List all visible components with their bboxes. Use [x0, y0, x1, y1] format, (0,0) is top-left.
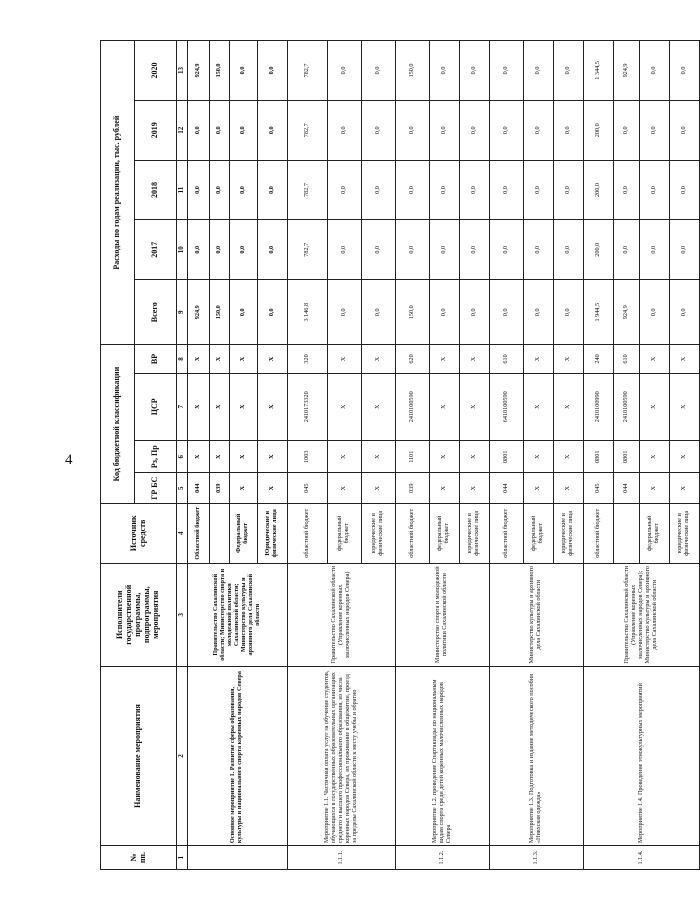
cell-csr: X	[209, 373, 229, 440]
cell-vr: 610	[489, 345, 523, 373]
cell-csr: X	[669, 373, 699, 440]
executor: Министерство культуры и архивного дела Сахалинской области	[489, 563, 583, 666]
column-number: 5	[177, 473, 188, 503]
table-row	[395, 41, 429, 870]
cell-grbs: 045	[287, 473, 327, 503]
table-row	[187, 41, 209, 870]
column-number-row	[177, 41, 188, 870]
cell-source: областной бюджет	[395, 503, 429, 563]
cell-y2020: 1 344,5	[583, 41, 613, 101]
cell-y2018: 0,0	[187, 160, 209, 220]
table-body	[187, 41, 699, 870]
cell-total: 0,0	[327, 280, 361, 345]
cell-y2020: 0,0	[361, 41, 395, 101]
cell-total: 3 146,8	[287, 280, 327, 345]
column-number: 9	[177, 280, 188, 345]
cell-grbs: 045	[583, 473, 613, 503]
cell-total: 924,9	[187, 280, 209, 345]
cell-y2017: 0,0	[395, 220, 429, 280]
cell-y2017: 0,0	[489, 220, 523, 280]
cell-vr: X	[187, 345, 209, 373]
header-source: Источник средств	[101, 503, 177, 563]
activity-name: Основное мероприятие 1. Развитие сферы образования, культуры и национального спорта коренных народов Севера	[187, 666, 287, 845]
cell-grbs: X	[257, 473, 287, 503]
cell-y2020: 782,7	[287, 41, 327, 101]
cell-total: 1 944,5	[583, 280, 613, 345]
cell-rzpr: 0801	[613, 440, 639, 473]
cell-csr: X	[257, 373, 287, 440]
cell-y2019: 0,0	[523, 100, 553, 160]
cell-y2019: 0,0	[613, 100, 639, 160]
row-number: 1.1.2.	[395, 846, 489, 870]
cell-total: 0,0	[489, 280, 523, 345]
cell-y2018: 0,0	[489, 160, 523, 220]
header-executors: Исполнители государственной программы, подпрограммы, мероприятия	[101, 563, 177, 666]
cell-total: 0,0	[523, 280, 553, 345]
cell-vr: 610	[613, 345, 639, 373]
cell-rzpr: X	[361, 440, 395, 473]
cell-grbs: X	[639, 473, 669, 503]
cell-y2020: 0,0	[523, 41, 553, 101]
header-rzpr: Рз, Пр	[135, 440, 177, 473]
cell-total: 0,0	[459, 280, 489, 345]
cell-total: 0,0	[361, 280, 395, 345]
cell-y2020: 0,0	[459, 41, 489, 101]
cell-y2017: 0,0	[553, 220, 583, 280]
cell-source: Областной бюджет	[187, 503, 209, 563]
cell-vr: X	[459, 345, 489, 373]
executor: Правительство Сахалинской области (Управление коренных малочисленных народов Севера)	[287, 563, 395, 666]
cell-source: юридические и физические лица	[553, 503, 583, 563]
header-2020: 2020	[135, 41, 177, 101]
table-row	[287, 41, 327, 870]
cell-csr: X	[327, 373, 361, 440]
cell-y2017: 0,0	[327, 220, 361, 280]
cell-y2017: 0,0	[523, 220, 553, 280]
cell-source	[209, 503, 229, 563]
cell-rzpr: 0801	[583, 440, 613, 473]
cell-y2018: 200,0	[583, 160, 613, 220]
cell-csr: 2410100590	[613, 373, 639, 440]
cell-y2020: 0,0	[553, 41, 583, 101]
column-number: 8	[177, 345, 188, 373]
executor: Правительство Сахалинской области (Управление коренных малочисленных народов Севера); Министерство культуры и архивного дела Сахалинской области	[583, 563, 699, 666]
cell-y2018: 0,0	[613, 160, 639, 220]
cell-csr: X	[229, 373, 257, 440]
cell-vr: 620	[395, 345, 429, 373]
cell-y2018: 0,0	[395, 160, 429, 220]
cell-y2020: 0,0	[429, 41, 459, 101]
cell-y2019: 0,0	[489, 100, 523, 160]
column-number: 13	[177, 41, 188, 101]
cell-vr: X	[327, 345, 361, 373]
cell-y2018: 0,0	[327, 160, 361, 220]
cell-csr: X	[459, 373, 489, 440]
cell-vr: X	[257, 345, 287, 373]
cell-y2017: 200,0	[583, 220, 613, 280]
cell-y2019: 200,0	[583, 100, 613, 160]
cell-total: 0,0	[669, 280, 699, 345]
cell-y2020: 0,0	[489, 41, 523, 101]
row-number: 1.1.1.	[287, 846, 395, 870]
cell-grbs: X	[669, 473, 699, 503]
cell-rzpr: 1003	[287, 440, 327, 473]
cell-rzpr: X	[669, 440, 699, 473]
cell-vr: X	[553, 345, 583, 373]
cell-y2019: 0,0	[429, 100, 459, 160]
cell-y2017: 0,0	[361, 220, 395, 280]
column-number: 2	[177, 666, 188, 845]
cell-y2017: 0,0	[209, 220, 229, 280]
column-number: 10	[177, 220, 188, 280]
cell-source: федеральный бюджет	[327, 503, 361, 563]
page-number: 4	[65, 452, 73, 468]
executor: Правительство Сахалинской области; Министерство спорта и молодежной политики Сахалинской области; Министерство культуры и архивного дела Сахалинской области	[187, 563, 287, 666]
column-number: 6	[177, 440, 188, 473]
cell-rzpr: X	[459, 440, 489, 473]
activity-name: Мероприятие 1.3. Подготовка и издание методического пособия «Нивхская одежда»	[489, 666, 583, 845]
cell-rzpr: X	[639, 440, 669, 473]
cell-total: 0,0	[553, 280, 583, 345]
header-name: Наименование мероприятия	[101, 666, 177, 845]
table-row	[489, 41, 523, 870]
cell-vr: X	[361, 345, 395, 373]
cell-y2019: 0,0	[639, 100, 669, 160]
cell-y2019: 0,0	[229, 100, 257, 160]
cell-rzpr: X	[257, 440, 287, 473]
cell-vr: 240	[583, 345, 613, 373]
cell-rzpr: 0801	[489, 440, 523, 473]
cell-source: областной бюджет	[489, 503, 523, 563]
header-budget-code: Код бюджетной классификации	[101, 345, 135, 504]
column-number: 7	[177, 373, 188, 440]
header-2018: 2018	[135, 160, 177, 220]
cell-grbs: X	[523, 473, 553, 503]
cell-source: юридические и физические лица	[361, 503, 395, 563]
cell-total: 0,0	[257, 280, 287, 345]
cell-y2020: 924,9	[187, 41, 209, 101]
activity-name: Мероприятие 1.4. Проведение этнокультурных мероприятий	[583, 666, 699, 845]
row-number: 1.1.4.	[583, 846, 699, 870]
cell-csr: X	[639, 373, 669, 440]
header-vr: ВР	[135, 345, 177, 373]
row-number: 1.1.3.	[489, 846, 583, 870]
cell-rzpr: X	[327, 440, 361, 473]
cell-y2020: 0,0	[327, 41, 361, 101]
row-number	[187, 846, 287, 870]
cell-source: юридические и физические лица	[669, 503, 699, 563]
cell-y2018: 0,0	[669, 160, 699, 220]
cell-y2019: 0,0	[327, 100, 361, 160]
cell-rzpr: X	[553, 440, 583, 473]
cell-y2020: 0,0	[229, 41, 257, 101]
cell-source: областной бюджет	[287, 503, 327, 563]
cell-csr: X	[429, 373, 459, 440]
cell-csr: X	[187, 373, 209, 440]
cell-y2017: 0,0	[639, 220, 669, 280]
cell-y2019: 0,0	[361, 100, 395, 160]
cell-source: Федеральный бюджет	[229, 503, 257, 563]
cell-csr: 2410173320	[287, 373, 327, 440]
cell-vr: X	[669, 345, 699, 373]
cell-y2017: 0,0	[229, 220, 257, 280]
cell-y2018: 782,7	[287, 160, 327, 220]
cell-vr: X	[229, 345, 257, 373]
cell-source: областной бюджет	[583, 503, 613, 563]
cell-y2018: 0,0	[459, 160, 489, 220]
cell-y2020: 0,0	[257, 41, 287, 101]
header-2019: 2019	[135, 100, 177, 160]
cell-rzpr: X	[523, 440, 553, 473]
cell-csr: 6410100590	[489, 373, 523, 440]
cell-y2019: 0,0	[553, 100, 583, 160]
cell-grbs: X	[361, 473, 395, 503]
cell-vr: X	[429, 345, 459, 373]
cell-y2018: 0,0	[639, 160, 669, 220]
cell-y2018: 0,0	[523, 160, 553, 220]
cell-y2019: 782,7	[287, 100, 327, 160]
cell-csr: X	[553, 373, 583, 440]
cell-rzpr: X	[187, 440, 209, 473]
executor: Министерство спорта и молодежной политики Сахалинской области	[395, 563, 489, 666]
cell-grbs: 039	[395, 473, 429, 503]
header-2017: 2017	[135, 220, 177, 280]
header-total: Всего	[135, 280, 177, 345]
cell-y2020: 150,0	[209, 41, 229, 101]
cell-y2017: 0,0	[187, 220, 209, 280]
cell-y2017: 0,0	[429, 220, 459, 280]
cell-y2020: 924,9	[613, 41, 639, 101]
cell-y2019: 0,0	[669, 100, 699, 160]
cell-source: федеральный бюджет	[639, 503, 669, 563]
column-number: 11	[177, 160, 188, 220]
cell-rzpr: X	[209, 440, 229, 473]
cell-y2019: 0,0	[459, 100, 489, 160]
cell-y2018: 0,0	[257, 160, 287, 220]
cell-grbs: X	[429, 473, 459, 503]
column-number: 3	[177, 563, 188, 666]
rotated-table-wrapper	[100, 40, 691, 870]
cell-rzpr: X	[229, 440, 257, 473]
cell-source	[613, 503, 639, 563]
cell-y2019: 0,0	[395, 100, 429, 160]
cell-y2017: 782,7	[287, 220, 327, 280]
cell-csr: X	[361, 373, 395, 440]
activity-name: Мероприятие 1.2. проведение Спартакиады по национальным видам спорта среди детей коренных малочисленных народов Севера	[395, 666, 489, 845]
cell-source: федеральный бюджет	[523, 503, 553, 563]
cell-y2018: 0,0	[209, 160, 229, 220]
cell-source: юридические и физические лица	[459, 503, 489, 563]
column-number: 12	[177, 100, 188, 160]
cell-grbs: X	[327, 473, 361, 503]
cell-y2020: 150,0	[395, 41, 429, 101]
cell-csr: 2410100990	[583, 373, 613, 440]
cell-csr: X	[523, 373, 553, 440]
cell-y2017: 0,0	[459, 220, 489, 280]
cell-csr: 2410100590	[395, 373, 429, 440]
cell-source: Юридические и физические лица	[257, 503, 287, 563]
header-csr: ЦСР	[135, 373, 177, 440]
cell-y2018: 0,0	[361, 160, 395, 220]
cell-rzpr: X	[429, 440, 459, 473]
table-row	[583, 41, 613, 870]
header-grbs: ГР БС	[135, 473, 177, 503]
cell-vr: 320	[287, 345, 327, 373]
cell-rzpr: 1101	[395, 440, 429, 473]
header-num: № пп.	[101, 846, 177, 870]
cell-y2019: 0,0	[209, 100, 229, 160]
cell-y2019: 0,0	[187, 100, 209, 160]
cell-grbs: X	[229, 473, 257, 503]
cell-total: 0,0	[429, 280, 459, 345]
cell-y2020: 0,0	[639, 41, 669, 101]
budget-table	[100, 40, 700, 870]
activity-name: Мероприятие 1.1. Частичная оплата услуг за обучение студентов, обучающихся в государственных образовательных организациях среднего и высшего профессионального образования, из числа коренных народов Севера, их проживание в общежитии, проезд за пределы Сахалинской области к месту учебы и обратно	[287, 666, 395, 845]
cell-grbs: 039	[209, 473, 229, 503]
cell-total: 150,0	[395, 280, 429, 345]
column-number: 4	[177, 503, 188, 563]
cell-vr: X	[523, 345, 553, 373]
cell-grbs: 044	[187, 473, 209, 503]
cell-grbs: X	[459, 473, 489, 503]
cell-source: федеральный бюджет	[429, 503, 459, 563]
cell-total: 150,0	[209, 280, 229, 345]
cell-grbs: 044	[489, 473, 523, 503]
cell-y2017: 0,0	[613, 220, 639, 280]
cell-y2020: 0,0	[669, 41, 699, 101]
cell-vr: X	[639, 345, 669, 373]
cell-y2018: 0,0	[429, 160, 459, 220]
cell-y2018: 0,0	[229, 160, 257, 220]
cell-total: 0,0	[229, 280, 257, 345]
cell-y2017: 0,0	[669, 220, 699, 280]
header-expenses: Расходы по годам реализации, тыс. рублей	[101, 41, 135, 345]
cell-y2019: 0,0	[257, 100, 287, 160]
cell-total: 924,9	[613, 280, 639, 345]
cell-grbs: X	[553, 473, 583, 503]
cell-grbs: 044	[613, 473, 639, 503]
cell-y2017: 0,0	[257, 220, 287, 280]
cell-y2018: 0,0	[553, 160, 583, 220]
column-number: 1	[177, 846, 188, 870]
cell-vr: X	[209, 345, 229, 373]
cell-total: 0,0	[639, 280, 669, 345]
